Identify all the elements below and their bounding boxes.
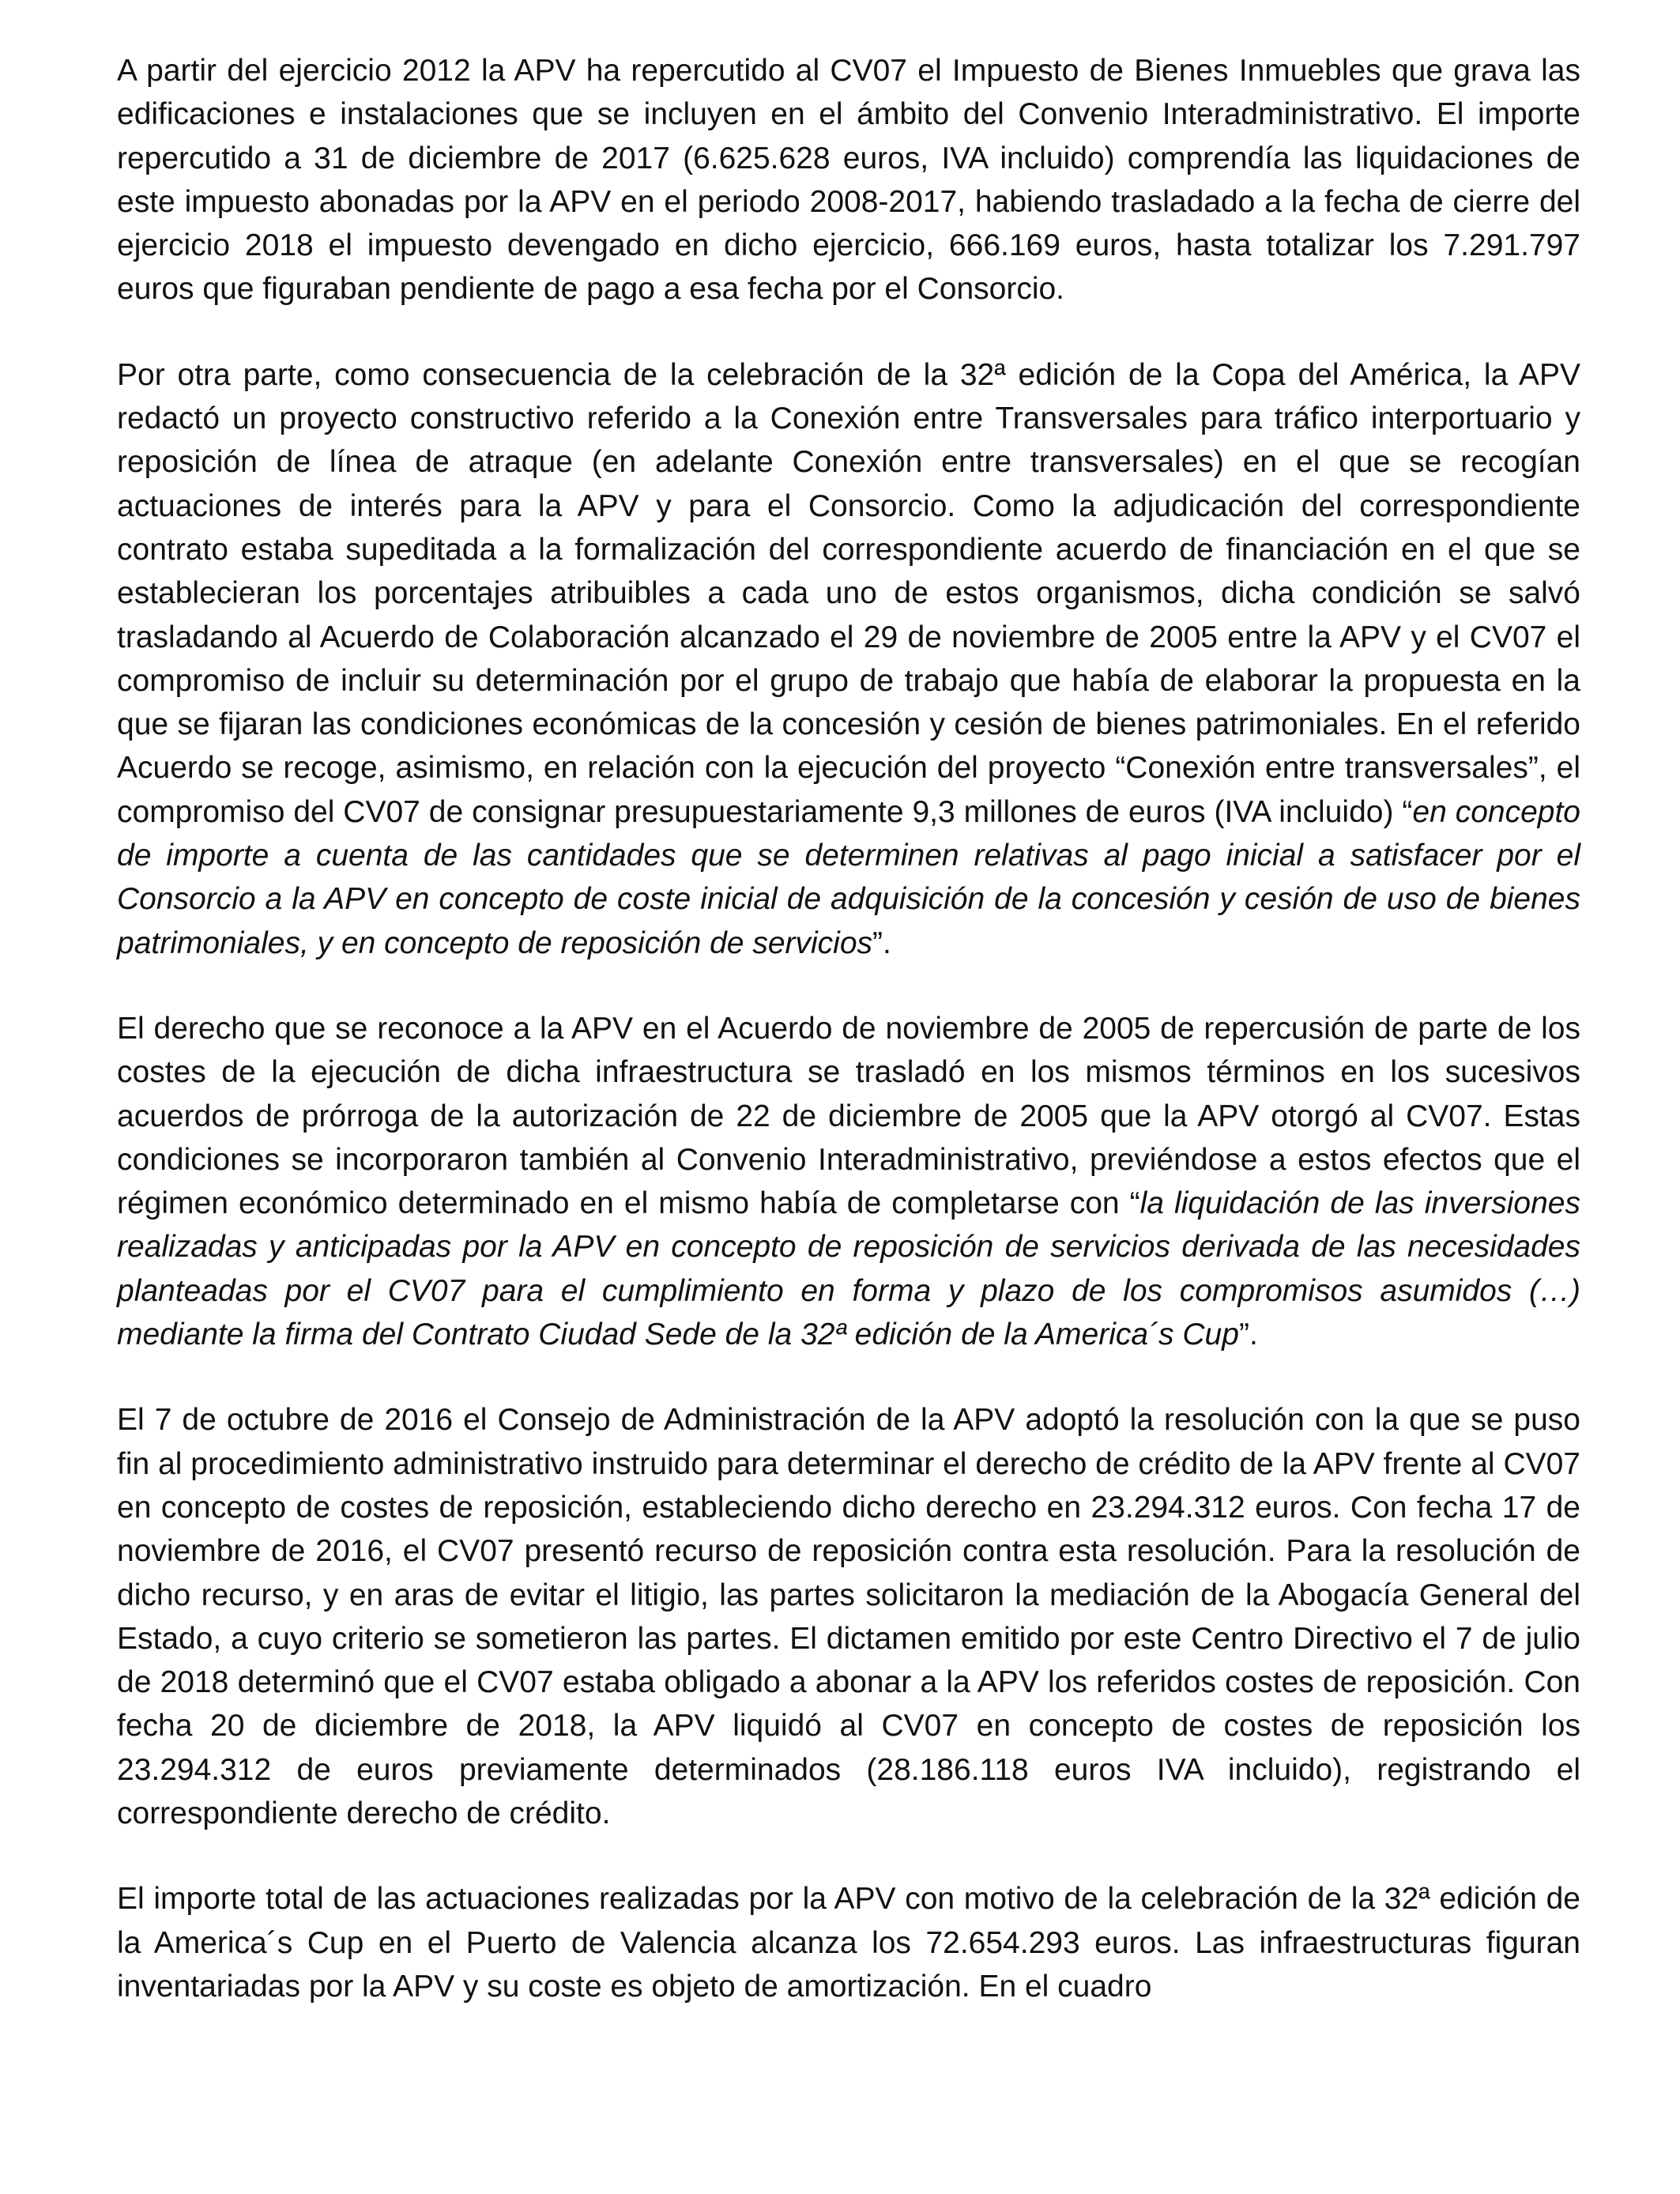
text-segment: Por otra parte, como consecuencia de la celebración de la 32ª edición de la Copa del América, la APV redactó un proyecto constructivo referido a la Conexión entre Transversales para tráfico interportuario y reposición de línea de atraque (en adelante Conexión entre transversales) en el que se recogían actuaciones de interés para la APV y para el Consorcio. Como la adjudicación del correspondiente contrato estaba supeditada a la formalización del correspondiente acuerdo de financiación en el que se establecieran los porcentajes atribuibles a cada uno de estos organismos, dicha condición se salvó trasladando al Acuerdo de Colaboración alcanzado el 29 de noviembre de 2005 entre la APV y el CV07 el compromiso de incluir su determinación por el grupo de trabajo que había de elaborar la propuesta en la que se fijaran las condiciones económicas de la concesión y cesión de bienes patrimoniales. En el referido Acuerdo se recoge, asimismo, en relación con la ejecución del proyecto “Conexión entre transversales”, el compromiso del CV07 de consignar presupuestariamente 9,3 millones de euros (IVA incluido) “: [117, 357, 1580, 829]
italic-quote: en concepto de importe a cuenta de las cantidades que se determinen relativas al pago inicial a satisfacer por el Consorcio a la APV en concepto de coste inicial de adquisición de la concesión y cesión de uso de bienes patrimoniales, y en concepto de reposición de servicios: [117, 794, 1580, 960]
paragraph-consejo-administracion: [117, 1398, 1580, 1835]
text-segment: El importe total de las actuaciones realizadas por la APV con motivo de la celebración de la 32ª edición de la America´s Cup en el Puerto de Valencia alcanza los 72.654.293 euros. Las infraestructuras figuran inventariadas por la APV y su coste es objeto de amortización. En el cuadro: [117, 1882, 1580, 2004]
italic-quote: la liquidación de las inversiones realizadas y anticipadas por la APV en concepto de reposición de servicios derivada de las necesidades planteadas por el CV07 para el cumplimiento en forma y plazo de los compromisos asumidos (…) mediante la firma del Contrato Ciudad Sede de la 32ª edición de la America´s Cup: [117, 1186, 1580, 1352]
document-page: [117, 49, 1580, 2050]
text-segment: ”.: [872, 925, 891, 960]
paragraph-derecho-apv: [117, 1007, 1580, 1356]
text-segment: El 7 de octubre de 2016 el Consejo de Administración de la APV adoptó la resolución con la que se puso fin al procedimiento administrativo instruido para determinar el derecho de crédito de la APV frente al CV07 en concepto de costes de reposición, estableciendo dicho derecho en 23.294.312 euros. Con fecha 17 de noviembre de 2016, el CV07 presentó recurso de reposición contra esta resolución. Para la resolución de dicho recurso, y en aras de evitar el litigio, las partes solicitaron la mediación de la Abogacía General del Estado, a cuyo criterio se sometieron las partes. El dictamen emitido por este Centro Directivo el 7 de julio de 2018 determinó que el CV07 estaba obligado a abonar a la APV los referidos costes de reposición. Con fecha 20 de diciembre de 2018, la APV liquidó al CV07 en concepto de costes de reposición los 23.294.312 de euros previamente determinados (28.186.118 euros IVA incluido), registrando el correspondiente derecho de crédito.: [117, 1403, 1580, 1830]
text-segment: A partir del ejercicio 2012 la APV ha repercutido al CV07 el Impuesto de Bienes Inmuebles que grava las edificaciones e instalaciones que se incluyen en el ámbito del Convenio Interadministrativo. El importe repercutido a 31 de diciembre de 2017 (6.625.628 euros, IVA incluido) comprendía las liquidaciones de este impuesto abonadas por la APV en el periodo 2008-2017, habiendo trasladado a la fecha de cierre del ejercicio 2018 el impuesto devengado en dicho ejercicio, 666.169 euros, hasta totalizar los 7.291.797 euros que figuraban pendiente de pago a esa fecha por el Consorcio.: [117, 54, 1580, 307]
text-segment: El derecho que se reconoce a la APV en el Acuerdo de noviembre de 2005 de repercusión de parte de los costes de la ejecución de dicha infraestructura se trasladó en los mismos términos en los sucesivos acuerdos de prórroga de la autorización de 22 de diciembre de 2005 que la APV otorgó al CV07. Estas condiciones se incorporaron también al Convenio Interadministrativo, previéndose a estos efectos que el régimen económico determinado en el mismo había de completarse con “: [117, 1011, 1580, 1221]
text-segment: ”.: [1238, 1318, 1258, 1352]
paragraph-ibi-repercusion: [117, 49, 1580, 311]
paragraph-conexion-transversales: [117, 353, 1580, 965]
paragraph-importe-total: [117, 1877, 1580, 2008]
